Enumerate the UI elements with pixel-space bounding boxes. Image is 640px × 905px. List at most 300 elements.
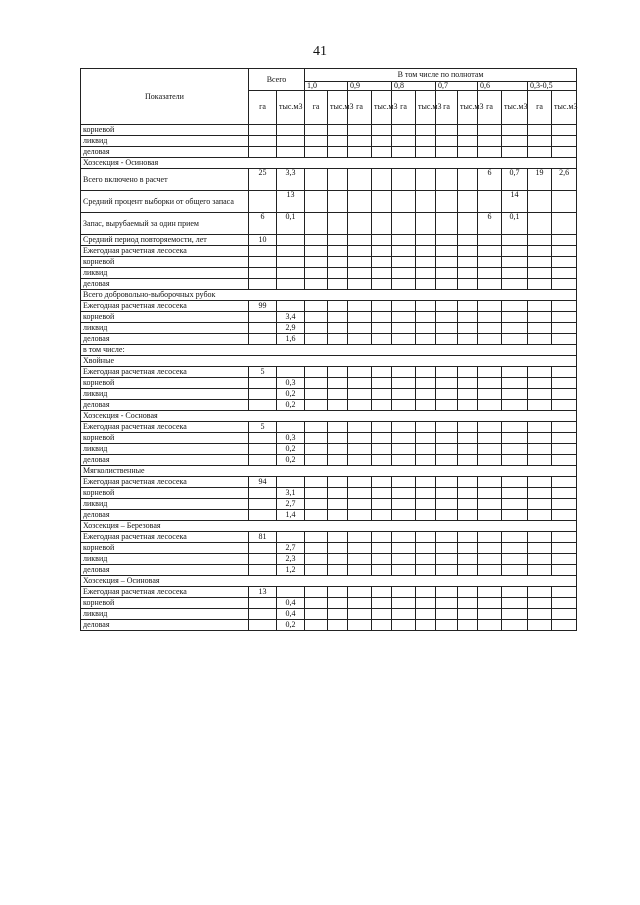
table-cell: 13: [277, 191, 305, 213]
row-label: Всего включено в расчет: [81, 169, 249, 191]
row-label: корневой: [81, 543, 249, 554]
table-row: [81, 323, 577, 334]
table-cell: [458, 246, 478, 257]
table-cell: [372, 587, 392, 598]
row-label: Средний период повторяемости, лет: [81, 235, 249, 246]
table-cell: [249, 554, 277, 565]
table-cell: [392, 488, 416, 499]
table-cell: [436, 444, 458, 455]
table-cell: [528, 499, 552, 510]
table-cell: [478, 334, 502, 345]
table-body: [81, 125, 577, 631]
table-cell: 6: [249, 213, 277, 235]
table-cell: [277, 279, 305, 290]
table-cell: 0,2: [277, 620, 305, 631]
table-cell: [552, 125, 577, 136]
table-cell: [348, 554, 372, 565]
table-cell: [478, 554, 502, 565]
table-cell: [552, 565, 577, 576]
table-cell: [502, 609, 528, 620]
table-cell: [478, 488, 502, 499]
table-cell: [416, 136, 436, 147]
table-cell: [305, 389, 328, 400]
section-filler: [249, 356, 577, 367]
table-cell: [305, 323, 328, 334]
table-row: [81, 136, 577, 147]
table-cell: [392, 334, 416, 345]
table-cell: 0,2: [277, 400, 305, 411]
table-cell: [458, 323, 478, 334]
table-cell: [528, 246, 552, 257]
table-cell: [372, 312, 392, 323]
table-cell: [436, 246, 458, 257]
table-cell: [372, 400, 392, 411]
table-cell: [458, 543, 478, 554]
table-cell: [436, 213, 458, 235]
unit-header: га: [305, 91, 328, 125]
table-cell: 6: [478, 169, 502, 191]
table-cell: [392, 312, 416, 323]
table-row: [81, 499, 577, 510]
table-cell: [436, 400, 458, 411]
unit-header: га: [348, 91, 372, 125]
table-cell: [348, 191, 372, 213]
table-cell: [528, 389, 552, 400]
table-cell: [502, 488, 528, 499]
table-cell: [392, 422, 416, 433]
table-cell: [528, 257, 552, 268]
table-cell: [372, 433, 392, 444]
table-row: [81, 510, 577, 521]
table-cell: [436, 301, 458, 312]
table-cell: [305, 136, 328, 147]
table-cell: [528, 598, 552, 609]
section-row: [81, 521, 577, 532]
table-cell: [528, 609, 552, 620]
table-cell: [458, 147, 478, 158]
table-cell: [528, 455, 552, 466]
table-cell: [305, 444, 328, 455]
section-filler: [249, 576, 577, 587]
table-cell: [249, 323, 277, 334]
table-cell: [277, 268, 305, 279]
table-cell: [305, 246, 328, 257]
section-row: [81, 290, 577, 301]
table-cell: [305, 422, 328, 433]
table-cell: [436, 477, 458, 488]
table-cell: [392, 400, 416, 411]
table-row: [81, 334, 577, 345]
table-cell: [502, 543, 528, 554]
density-group: 0,8: [392, 82, 436, 91]
table-cell: [416, 488, 436, 499]
table-cell: [305, 510, 328, 521]
section-label: Всего добровольно-выборочных рубок: [81, 290, 249, 301]
table-cell: 99: [249, 301, 277, 312]
table-cell: 94: [249, 477, 277, 488]
table-cell: [392, 136, 416, 147]
table-cell: [528, 334, 552, 345]
row-label: деловая: [81, 334, 249, 345]
table-cell: [305, 400, 328, 411]
table-cell: [372, 301, 392, 312]
table-cell: [249, 400, 277, 411]
table-cell: [528, 554, 552, 565]
table-cell: [249, 136, 277, 147]
table-cell: [458, 565, 478, 576]
table-cell: [305, 587, 328, 598]
table-cell: [348, 532, 372, 543]
table-cell: [436, 279, 458, 290]
table-cell: [416, 433, 436, 444]
table-cell: [277, 367, 305, 378]
table-cell: [502, 532, 528, 543]
table-cell: [552, 136, 577, 147]
table-cell: [552, 334, 577, 345]
table-row: [81, 279, 577, 290]
table-cell: [502, 125, 528, 136]
table-cell: 0,1: [277, 213, 305, 235]
table-cell: [478, 125, 502, 136]
table-cell: [392, 554, 416, 565]
table-cell: [372, 598, 392, 609]
unit-header: тыс.м3: [416, 91, 436, 125]
row-label: деловая: [81, 147, 249, 158]
table-cell: 14: [502, 191, 528, 213]
table-cell: [502, 422, 528, 433]
table-cell: [528, 147, 552, 158]
table-cell: [249, 455, 277, 466]
row-label: ликвид: [81, 323, 249, 334]
table-cell: [528, 620, 552, 631]
table-cell: [528, 565, 552, 576]
table-cell: [478, 543, 502, 554]
table-cell: [552, 378, 577, 389]
row-label: корневой: [81, 378, 249, 389]
table-cell: [478, 323, 502, 334]
section-label: Мягколиственные: [81, 466, 249, 477]
table-cell: 5: [249, 422, 277, 433]
table-row: [81, 609, 577, 620]
table-cell: [552, 235, 577, 246]
table-cell: [372, 532, 392, 543]
table-cell: [416, 367, 436, 378]
unit-header: тыс.м3: [328, 91, 348, 125]
table-cell: [348, 213, 372, 235]
table-cell: [478, 147, 502, 158]
table-cell: [328, 455, 348, 466]
table-cell: [372, 444, 392, 455]
table-cell: [348, 136, 372, 147]
table-cell: [552, 191, 577, 213]
table-cell: [436, 191, 458, 213]
table-cell: [348, 455, 372, 466]
row-label: Ежегодная расчетная лесосека: [81, 477, 249, 488]
table-cell: [528, 323, 552, 334]
row-label: корневой: [81, 312, 249, 323]
table-cell: [552, 510, 577, 521]
table-row: [81, 554, 577, 565]
table-cell: [478, 301, 502, 312]
table-row: [81, 147, 577, 158]
row-label: Средний процент выборки от общего запаса: [81, 191, 249, 213]
section-filler: [249, 521, 577, 532]
table-cell: [478, 455, 502, 466]
table-cell: [552, 213, 577, 235]
table-cell: [552, 543, 577, 554]
table-cell: [478, 587, 502, 598]
table-cell: [348, 334, 372, 345]
table-cell: [305, 213, 328, 235]
table-cell: [372, 367, 392, 378]
table-row: [81, 565, 577, 576]
table-cell: [436, 125, 458, 136]
table-row: [81, 587, 577, 598]
unit-header: га: [478, 91, 502, 125]
table-cell: [502, 246, 528, 257]
table-cell: [552, 587, 577, 598]
unit-header: га: [528, 91, 552, 125]
table-cell: [416, 532, 436, 543]
table-cell: [305, 477, 328, 488]
density-group: 0,9: [348, 82, 392, 91]
table-cell: [502, 554, 528, 565]
table-cell: 5: [249, 367, 277, 378]
section-row: [81, 356, 577, 367]
table-cell: 0,1: [502, 213, 528, 235]
table-cell: [528, 312, 552, 323]
table-cell: [328, 169, 348, 191]
table-cell: [305, 367, 328, 378]
section-label: Хозсекция – Осиновая: [81, 576, 249, 587]
table-cell: [552, 532, 577, 543]
table-cell: 0,2: [277, 389, 305, 400]
section-filler: [249, 345, 577, 356]
table-cell: [416, 323, 436, 334]
row-label: ликвид: [81, 609, 249, 620]
table-cell: [249, 279, 277, 290]
table-cell: [502, 235, 528, 246]
table-cell: [478, 136, 502, 147]
table-cell: [416, 246, 436, 257]
table-cell: [416, 609, 436, 620]
table-cell: [528, 587, 552, 598]
table-cell: [372, 477, 392, 488]
table-cell: [249, 312, 277, 323]
table-cell: [392, 389, 416, 400]
table-cell: [416, 477, 436, 488]
table-cell: [416, 510, 436, 521]
table-cell: [436, 532, 458, 543]
table-cell: [552, 609, 577, 620]
table-cell: [328, 257, 348, 268]
table-row: [81, 433, 577, 444]
table-cell: [392, 268, 416, 279]
table-cell: [552, 433, 577, 444]
table-cell: 1,4: [277, 510, 305, 521]
table-cell: [328, 268, 348, 279]
table-cell: [458, 191, 478, 213]
table-cell: [277, 301, 305, 312]
table-cell: [416, 620, 436, 631]
table-cell: 19: [528, 169, 552, 191]
table-cell: [502, 312, 528, 323]
table-cell: [305, 488, 328, 499]
table-cell: [348, 400, 372, 411]
table-cell: 0,4: [277, 598, 305, 609]
table-cell: [249, 191, 277, 213]
table-cell: [552, 246, 577, 257]
table-cell: [348, 235, 372, 246]
table-cell: [392, 191, 416, 213]
table-cell: [416, 389, 436, 400]
table-cell: [348, 279, 372, 290]
table-cell: [328, 598, 348, 609]
table-cell: [458, 488, 478, 499]
table-cell: [502, 444, 528, 455]
table-cell: 2,9: [277, 323, 305, 334]
table-cell: [458, 400, 478, 411]
table-cell: [372, 389, 392, 400]
table-cell: [348, 488, 372, 499]
table-cell: [277, 532, 305, 543]
table-cell: [528, 477, 552, 488]
table-row: [81, 532, 577, 543]
table-cell: [328, 191, 348, 213]
table-cell: 0,4: [277, 609, 305, 620]
table-cell: 0,3: [277, 378, 305, 389]
table-cell: [552, 323, 577, 334]
table-cell: [502, 301, 528, 312]
table-cell: [249, 620, 277, 631]
row-label: корневой: [81, 125, 249, 136]
table-cell: [305, 433, 328, 444]
table-cell: [305, 455, 328, 466]
table-row: [81, 191, 577, 213]
table-cell: [502, 268, 528, 279]
table-cell: [458, 136, 478, 147]
table-cell: [348, 323, 372, 334]
table-cell: [478, 400, 502, 411]
table-cell: [277, 477, 305, 488]
table-cell: [416, 499, 436, 510]
table-cell: [392, 246, 416, 257]
table-cell: [328, 488, 348, 499]
table-cell: [552, 257, 577, 268]
table-cell: [392, 279, 416, 290]
table-cell: 13: [249, 587, 277, 598]
table-cell: [552, 147, 577, 158]
row-label: Ежегодная расчетная лесосека: [81, 532, 249, 543]
row-label: Ежегодная расчетная лесосека: [81, 367, 249, 378]
table-cell: [392, 455, 416, 466]
table-cell: [372, 422, 392, 433]
table-cell: [436, 620, 458, 631]
row-label: корневой: [81, 257, 249, 268]
table-cell: [392, 301, 416, 312]
row-label: ликвид: [81, 444, 249, 455]
table-cell: [436, 543, 458, 554]
table-cell: [392, 235, 416, 246]
table-cell: [372, 455, 392, 466]
table-cell: [478, 268, 502, 279]
table-cell: [478, 312, 502, 323]
table-cell: [348, 422, 372, 433]
row-label: Ежегодная расчетная лесосека: [81, 422, 249, 433]
table-cell: [436, 367, 458, 378]
table-cell: [458, 312, 478, 323]
row-label: деловая: [81, 510, 249, 521]
table-cell: [416, 301, 436, 312]
table-cell: [458, 598, 478, 609]
table-cell: [502, 620, 528, 631]
table-row: [81, 301, 577, 312]
unit-header: тыс.м3: [277, 91, 305, 125]
table-cell: [458, 268, 478, 279]
table-cell: [249, 334, 277, 345]
table-cell: [305, 554, 328, 565]
table-cell: [416, 455, 436, 466]
table-cell: 25: [249, 169, 277, 191]
table-cell: 3,1: [277, 488, 305, 499]
table-cell: [552, 499, 577, 510]
table-cell: [416, 565, 436, 576]
row-label: корневой: [81, 488, 249, 499]
table-cell: [416, 213, 436, 235]
table-cell: [478, 433, 502, 444]
table-cell: [348, 565, 372, 576]
table-cell: [416, 235, 436, 246]
table-cell: [528, 125, 552, 136]
table-cell: [436, 378, 458, 389]
table-cell: 3,3: [277, 169, 305, 191]
table-cell: [392, 213, 416, 235]
table-cell: [416, 400, 436, 411]
table-cell: [478, 389, 502, 400]
table-cell: [528, 279, 552, 290]
table-cell: [372, 554, 392, 565]
table-cell: [249, 598, 277, 609]
table-cell: [392, 499, 416, 510]
table-cell: [436, 510, 458, 521]
table-cell: [416, 444, 436, 455]
table-cell: [502, 477, 528, 488]
row-label: Ежегодная расчетная лесосека: [81, 301, 249, 312]
table-cell: [416, 587, 436, 598]
section-label: Хозсекция - Осиновая: [81, 158, 249, 169]
table-row: [81, 257, 577, 268]
table-cell: [277, 235, 305, 246]
table-cell: [328, 389, 348, 400]
table-row: [81, 378, 577, 389]
table-cell: [528, 488, 552, 499]
unit-header: га: [436, 91, 458, 125]
table-cell: 0,2: [277, 444, 305, 455]
table-cell: [372, 620, 392, 631]
table-cell: [502, 136, 528, 147]
section-label: Хозсекция - Сосновая: [81, 411, 249, 422]
table-cell: [478, 444, 502, 455]
table-cell: [249, 444, 277, 455]
table-row: [81, 620, 577, 631]
table-cell: [436, 235, 458, 246]
table-cell: [552, 312, 577, 323]
table-cell: [348, 169, 372, 191]
table-cell: [328, 246, 348, 257]
table-cell: [436, 389, 458, 400]
table-cell: [328, 543, 348, 554]
row-label: Ежегодная расчетная лесосека: [81, 587, 249, 598]
